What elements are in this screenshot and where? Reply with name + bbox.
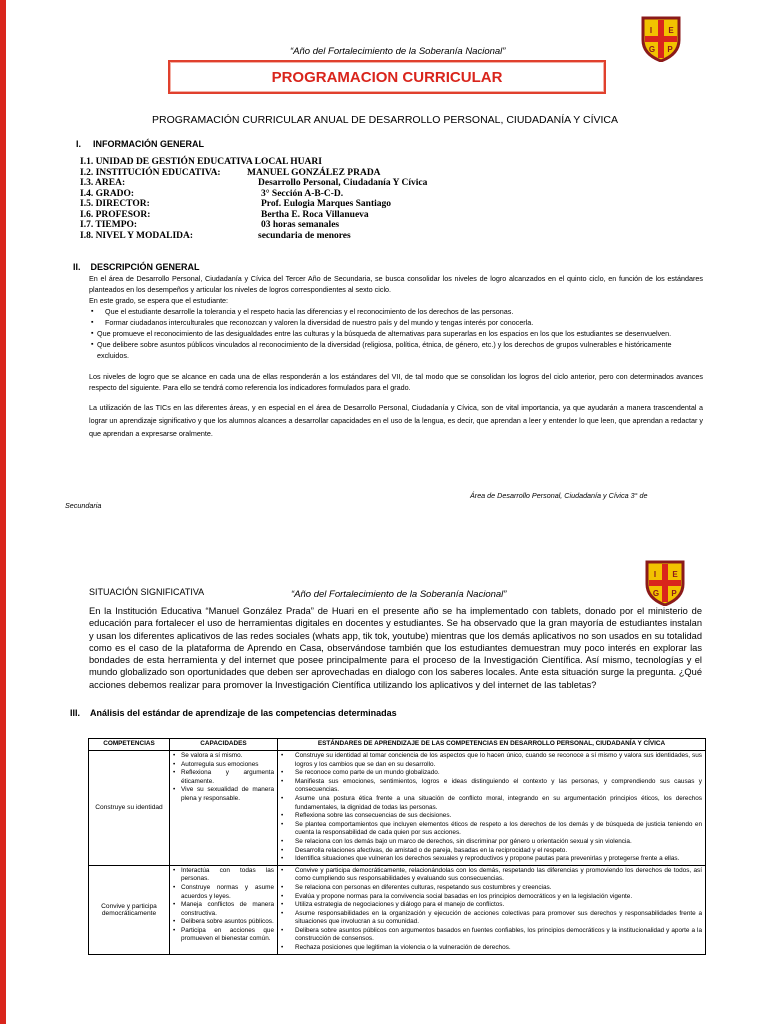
situation-label: SITUACIÓN SIGNIFICATIVA	[89, 587, 205, 597]
list-item: ▪ Formar ciudadanos interculturales que reconozcan y valoren la diversidad de nuestro país y del mundo y tengas interés por conocerla.	[89, 317, 703, 328]
list-item: • Se valora a sí mismo.	[173, 752, 274, 761]
situation-paragraph: En la Institución Educativa “Manuel González Prada” de Huari en el presente año se ha implementado con tablets, donado por el ministerio de educación para fortalecer el uso de herramientas digitales en docentes y estudiantes. Se ha observado que la gran mayoría de estudiantes instalan y usan los diferentes aplicativos de las redes sociales (whats app, tik tok, youtube) mientras que los demás aplicativos no son usados en su totalidad como es el caso de la plataforma de Aprendo en Casa, observándose también que los estudiantes demuestran muy poco interés en explorar las bondades de esta herramienta y del internet que posee principalmente para el proceso de la Investigación Científica. Así mismo, tecnologías y el mundo globalizado son oportunidades que deben ser aprovechadas en dialogo con los saberes locales. Ante esta situación surge la pregunta. ¿Qué acciones debemos realizar para promover la Investigación Científica utilizando los aplicativos y del internet de las tabletas?	[89, 606, 702, 690]
list-item: • Manifiesta sus emociones, sentimientos, logros e ideas distinguiendo el contexto y las personas, y comprendiendo sus causas y consecuencias.	[281, 778, 702, 795]
expectations-list	[89, 306, 703, 361]
list-item: • Se relaciona con los demás bajo un marco de derechos, sin discriminar por género u orientación sexual y sin violencia.	[281, 838, 702, 847]
list-item: • Vive su sexualidad de manera plena y responsable.	[173, 786, 274, 803]
section-2-heading: II. DESCRIPCIÓN GENERAL	[73, 262, 200, 272]
list-item: • Identifica situaciones que vulneran los derechos sexuales y reproductivos y propone pautas para prevenirlas y protegerse frente a ellas.	[281, 855, 702, 864]
list-item: ▪ Que promueve el reconocimiento de las desigualdades entre las culturas y la búsqueda de alternativas para superarlas en los espacios en los que los estudiantes se desenvuelven.	[89, 328, 703, 339]
list-item: ▪ Que el estudiante desarrolle la tolerancia y el respeto hacia las diferencias y el reconocimiento de los derechos de las personas.	[89, 306, 703, 317]
list-item: • Autorregula sus emociones	[173, 761, 274, 770]
school-shield-logo	[643, 560, 687, 606]
description-paragraph: La utilización de las TICs en las diferentes áreas, y en especial en el área de Desarrollo Personal, Ciudadanía y Cívica, son de vital importancia, ya que ayudarán a manera trascendental a lograr un aprendizaje significativo y que los alumnos alcances a desarrollar capacidades en el uso de la lengua, es decir, que aprendan a leer y entender lo que leen, que aprendan a redactar y que aprendan a expresarse oralmente.	[89, 403, 703, 438]
svg-text:I: I	[653, 570, 657, 579]
list-item: • Interactúa con todas las personas.	[173, 867, 274, 884]
list-item: • Convive y participa democráticamente, relacionándolas con los demás, respetando las diferencias y promoviendo los derechos de todos, así como cumpliendo sus responsabilidades y evaluando sus consecuencias.	[281, 867, 702, 884]
list-item: • Delibera sobre asuntos públicos.	[173, 918, 274, 927]
motto: “Año del Fortalecimiento de la Soberanía Nacional”	[291, 589, 507, 600]
standards-cell	[278, 865, 706, 954]
column-header: COMPETENCIAS	[89, 739, 170, 751]
list-item: • Reflexiona sobre las consecuencias de sus decisiones.	[281, 812, 702, 821]
page-footer: Área de Desarrollo Personal, Ciudadanía y Cívica 3° de	[470, 491, 648, 500]
list-item: • Se reconoce como parte de un mundo globalizado.	[281, 769, 702, 778]
list-item: • Se plantea comportamientos que incluyen elementos éticos de respeto a los derechos de los demás y de búsqueda de justicia teniendo en cuenta la responsabilidad de cada quien por sus acciones.	[281, 821, 702, 838]
competency-cell: Convive y participa democráticamente	[89, 865, 170, 954]
list-item: • Evalúa y propone normas para la convivencia social basadas en los principios democráticos y en la legislación vigente.	[281, 893, 702, 902]
description-paragraph: En el área de Desarrollo Personal, Ciudadanía y Cívica del Tercer Año de Secundaria, se busca consolidar los niveles de logro alcanzados en el quinto ciclo, en función de los estándares planteados en los desempeños y articular los niveles de logros correspondientes al sexto ciclo.	[89, 274, 703, 294]
list-item: ▪ Que delibere sobre asuntos públicos vinculados al reconocimiento de la diversidad (religiosa, política, étnica, de género, etc.) y los derechos de grupos vulnerables e históricamente excluidos.	[89, 339, 703, 361]
table-row	[89, 865, 706, 954]
column-header: CAPACIDADES	[170, 739, 278, 751]
list-item: • Maneja conflictos de manera constructiva.	[173, 901, 274, 918]
svg-text:G: G	[648, 45, 656, 54]
svg-text:P: P	[667, 45, 673, 54]
section-3-heading: III. Análisis del estándar de aprendizaje de las competencias determinadas	[70, 708, 397, 718]
standards-table	[88, 738, 706, 955]
list-item: • Construye normas y asume acuerdos y leyes.	[173, 884, 274, 901]
list-item: • Se relaciona con personas en diferentes culturas, respetando sus costumbres y creencias.	[281, 884, 702, 893]
list-item: • Asume responsabilidades en la organización y ejecución de acciones colectivas para promover sus derechos y responsabilidades frente a situaciones que involucran a su comunidad.	[281, 910, 702, 927]
list-item: • Rechaza posiciones que legitiman la violencia o la vulneración de derechos.	[281, 944, 702, 953]
svg-text:E: E	[672, 570, 678, 579]
table-row	[89, 751, 706, 866]
general-description	[89, 273, 703, 440]
svg-text:E: E	[668, 26, 674, 35]
document-subtitle: PROGRAMACIÓN CURRICULAR ANUAL DE DESARROLLO PERSONAL, CIUDADANÍA Y CÍVICA	[152, 114, 618, 126]
capacities-cell	[170, 865, 278, 954]
description-paragraph: Los niveles de logro que se alcance en cada una de ellas responderán a los estándares del VII, de tal modo que se consolidan los logros del ciclo anterior, pero con determinados avances respecto del siguiente. Para ello se tendrá como referencia los indicadores formulados para el grado.	[89, 372, 703, 392]
list-item: • Reflexiona y argumenta éticamente.	[173, 769, 274, 786]
competency-cell: Construye su identidad	[89, 751, 170, 866]
school-shield-logo	[639, 16, 683, 62]
standards-cell	[278, 751, 706, 866]
capacities-cell	[170, 751, 278, 866]
list-item: • Participa en acciones que promueven el bienestar común.	[173, 927, 274, 944]
list-item: • Delibera sobre asuntos públicos con argumentos basados en fuentes confiables, los principios democráticos y la institucionalidad y aporte a la construcción de consensos.	[281, 927, 702, 944]
table-header-row	[89, 739, 706, 751]
list-item: • Construye su identidad al tomar conciencia de los aspectos que lo hacen único, cuando se reconoce a sí mismo y valora sus identidades, sus logros y los cambios que se dan en su desarrollo.	[281, 752, 702, 769]
svg-text:G: G	[652, 589, 660, 598]
section-1-heading: I. INFORMACIÓN GENERAL	[76, 139, 205, 149]
page-title: PROGRAMACION CURRICULAR	[168, 60, 606, 94]
page-edge-bar	[0, 0, 6, 1024]
description-paragraph: En este grado, se espera que el estudiante:	[89, 296, 229, 305]
motto: “Año del Fortalecimiento de la Soberanía Nacional”	[290, 46, 506, 57]
column-header: ESTÁNDARES DE APRENDIZAJE DE LAS COMPETENCIAS EN DESARROLLO PERSONAL, CIUDADANÍA Y CÍVICA	[278, 739, 706, 751]
svg-text:I: I	[649, 26, 653, 35]
page-footer-continuation: Secundaria	[65, 501, 102, 510]
svg-text:P: P	[671, 589, 677, 598]
list-item: • Asume una postura ética frente a una situación de conflicto moral, integrando en su argumentación principios éticos, los derechos fundamentales, la dignidad de todas las personas.	[281, 795, 702, 812]
list-item: • Desarrolla relaciones afectivas, de amistad o de pareja, basadas en la reciprocidad y el respeto.	[281, 847, 702, 856]
list-item: • Utiliza estrategia de negociaciones y diálogo para el manejo de conflictos.	[281, 901, 702, 910]
